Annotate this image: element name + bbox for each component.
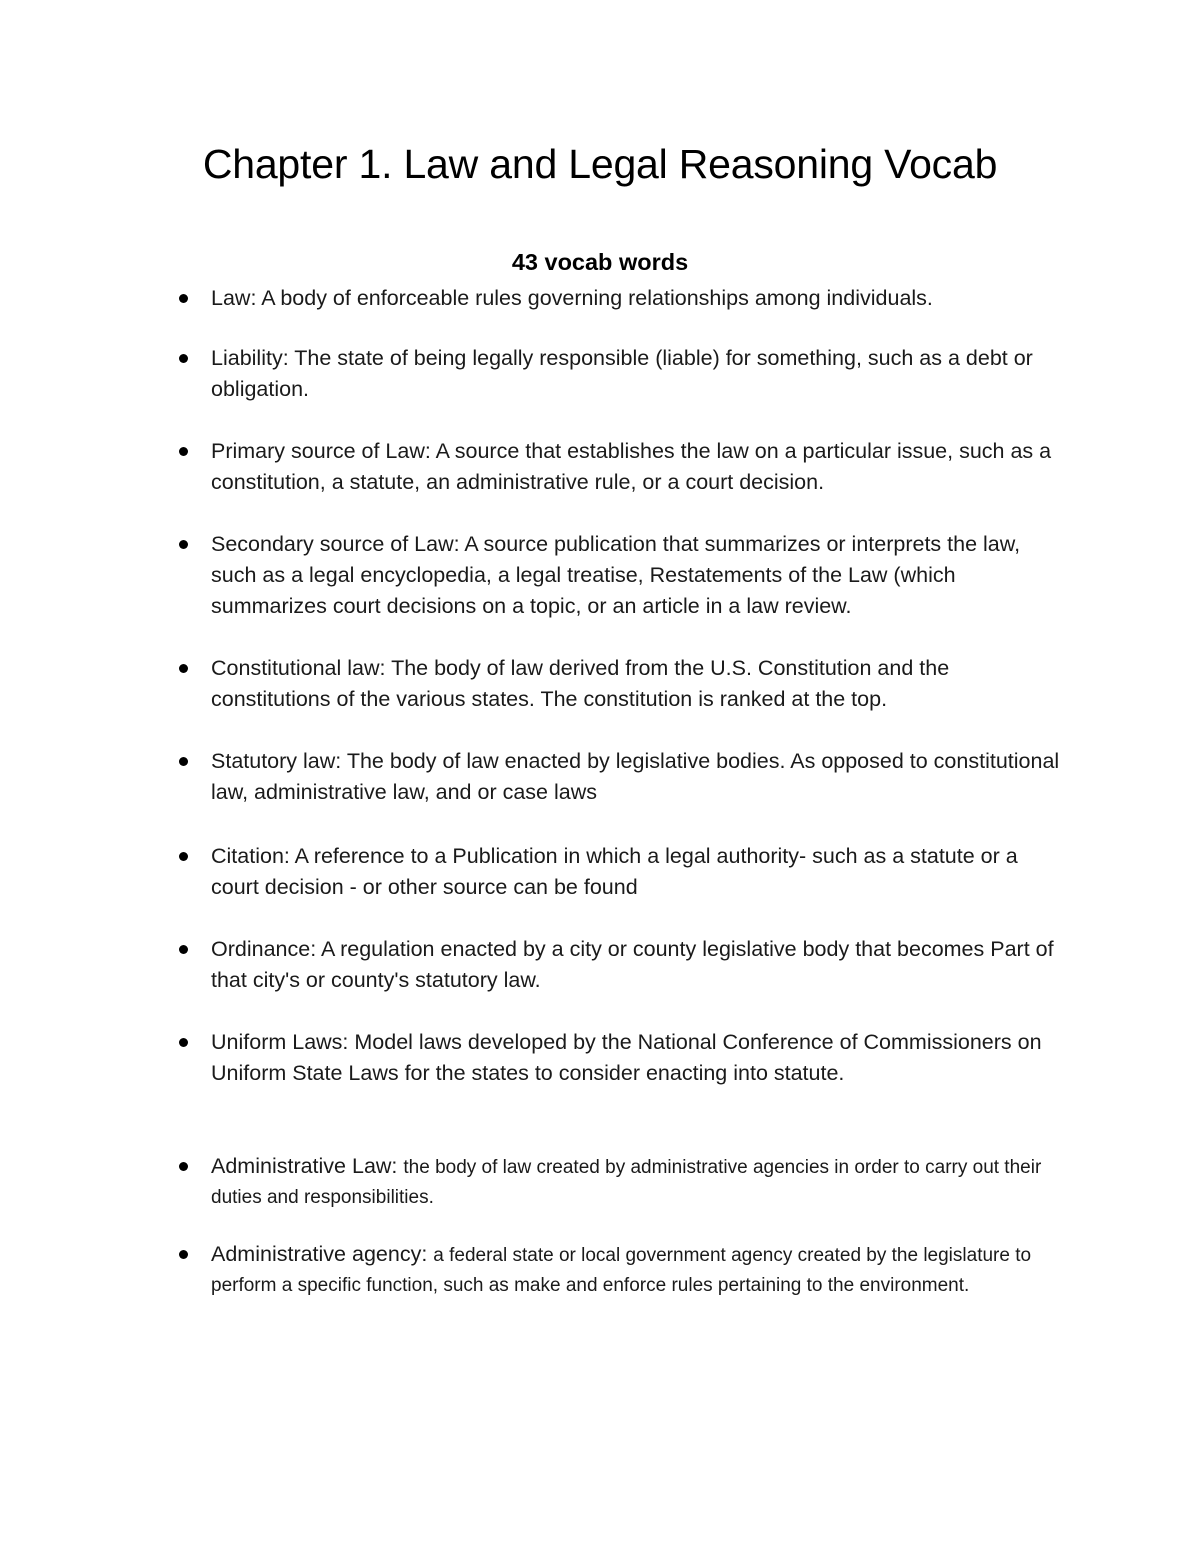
bullet-icon [179,757,188,766]
bullet-icon [179,1250,188,1259]
vocab-definition: Statutory law: The body of law enacted by legislative bodies. As opposed to constitutional law, administrative law, and or case laws [211,749,1060,804]
vocab-term: Administrative Law: [211,1154,404,1178]
list-item [211,934,1061,996]
vocab-definition: Uniform Laws: Model laws developed by the National Conference of Commissioners on Uniform State Laws for the states to consider enacting into statute. [211,1030,1042,1085]
vocab-definition: Citation: A reference to a Publication in which a legal authority- such as a statute or a court decision - or other source can be found [211,844,1018,899]
bullet-icon [179,1038,188,1047]
vocab-term: Administrative agency: [211,1242,434,1266]
bullet-icon [179,294,188,303]
list-item [211,1152,1061,1212]
vocab-count-heading: 43 vocab words [511,249,689,275]
vocab-definition: Liability: The state of being legally responsible (liable) for something, such as a debt or obligation. [211,346,1033,401]
vocab-definition: Ordinance: A regulation enacted by a city or county legislative body that becomes Part of that city's or county's statutory law. [211,937,1054,992]
page-title: Chapter 1. Law and Legal Reasoning Vocab [202,141,998,187]
list-item [211,529,1061,622]
bullet-icon [179,852,188,861]
bullet-icon [179,354,188,363]
vocab-definition: the body of law created by administrative agencies in order to carry out their duties and responsibilities. [211,1157,1042,1208]
bullet-icon [179,447,188,456]
vocab-definition: Constitutional law: The body of law derived from the U.S. Constitution and the constitutions of the various states. The constitution is ranked at the top. [211,656,950,711]
list-item [211,841,1061,903]
list-item [211,1240,1061,1300]
vocab-definition: Primary source of Law: A source that establishes the law on a particular issue, such as a constitution, a statute, an administrative rule, or a court decision. [211,439,1052,494]
list-item [211,653,1061,715]
bullet-icon [179,540,188,549]
vocab-definition: a federal state or local government agency created by the legislature to perform a specific function, such as make and enforce rules pertaining to the environment. [211,1245,1032,1296]
list-item [211,436,1061,498]
bullet-icon [179,1162,188,1171]
bullet-icon [179,945,188,954]
bullet-icon [179,664,188,673]
vocab-definition: Secondary source of Law: A source publication that summarizes or interprets the law, such as a legal encyclopedia, a legal treatise, Restatements of the Law (which summarizes court decisions on a topic, or an article in a law review. [211,532,1021,618]
list-item [211,343,1061,405]
list-item [211,1027,1061,1089]
list-item [211,283,1061,314]
list-item [211,746,1061,808]
vocab-definition: Law: A body of enforceable rules governing relationships among individuals. [211,286,933,310]
